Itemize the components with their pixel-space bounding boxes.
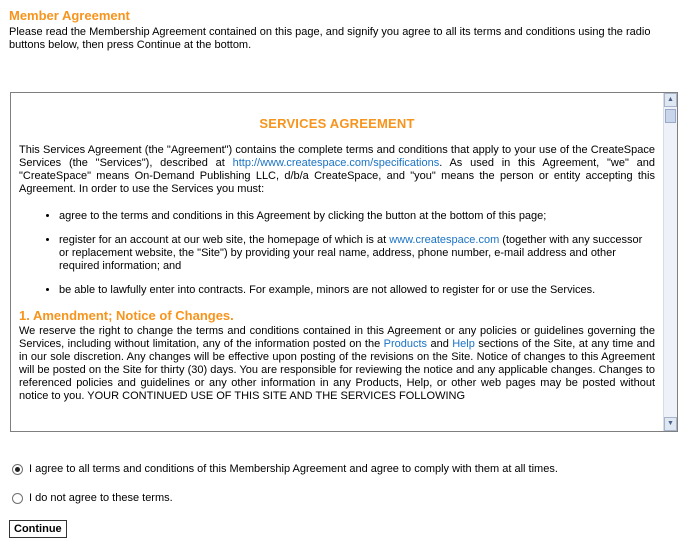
agree-label[interactable]: I agree to all terms and conditions of this Membership Agreement and agree to comply with them at all times. [29, 463, 558, 475]
agreement-intro-paragraph [19, 144, 655, 196]
section-amendment-text [19, 325, 655, 403]
list-item [59, 210, 655, 223]
list-item-text: agree to the terms and conditions in this Agreement by clicking the button at the bottom of this page; [59, 210, 547, 222]
list-item [59, 234, 655, 273]
createspace-homepage-link[interactable]: www.createspace.com [389, 234, 500, 246]
specifications-link[interactable]: http://www.createspace.com/specifications [232, 157, 440, 169]
help-link[interactable]: Help [452, 338, 475, 350]
agreement-scroll-box[interactable] [10, 92, 678, 432]
scroll-thumb[interactable] [665, 109, 676, 123]
paragraph-text: sections of the Site, at any time and in our sole discretion. Any changes will be effective upon posting of the revisions on the Site. Notice of changes to this Agreement will be posted on the Site for thirty (30) days. You are responsible for reviewing the notice and any applicable changes. Changes to referenced policies and guidelines or any other information in any Products, Help, or other web pages may be posted without notice to you. YOUR CONTINUED USE OF THIS SITE AND THE SERVICES FOLLOWING [19, 338, 655, 402]
disagree-option[interactable] [12, 492, 173, 504]
agree-radio-button[interactable] [12, 464, 23, 475]
paragraph-text: and [427, 338, 453, 350]
products-link[interactable]: Products [383, 338, 428, 350]
disagree-radio-button[interactable] [12, 493, 23, 504]
list-item [59, 284, 655, 297]
scroll-down-arrow-icon[interactable]: ▼ [664, 417, 677, 431]
paragraph-text: This Services Agreement (the "Agreement") contains the complete terms and conditions that apply to your use of the CreateSpace Services (the "Services"), described at [19, 144, 655, 169]
requirements-list [19, 210, 655, 297]
agreement-title: SERVICES AGREEMENT [259, 116, 415, 131]
vertical-scrollbar[interactable] [663, 93, 677, 431]
section-title-amendment: 1. Amendment; Notice of Changes. [19, 308, 234, 323]
continue-button[interactable]: Continue [9, 520, 67, 538]
disagree-label[interactable]: I do not agree to these terms. [29, 492, 173, 504]
list-item-text: be able to lawfully enter into contracts. For example, minors are not allowed to register for or use the Services. [59, 284, 596, 296]
agreement-content [19, 93, 655, 431]
list-item-text: register for an account at our web site, the homepage of which is at [59, 234, 390, 246]
page-title: Member Agreement [9, 8, 130, 23]
intro-text: Please read the Membership Agreement contained on this page, and signify you agree to all its terms and conditions using the radio buttons below, then press Continue at the bottom. [9, 26, 651, 51]
agree-option[interactable] [12, 463, 558, 475]
list-item-text: (together with any successor or replacement website, the "Site") by providing your real name, address, phone number, e-mail address and other required information; and [59, 234, 643, 272]
paragraph-text: . As used in this Agreement, "we" and "CreateSpace" means On-Demand Publishing LLC, d/b/a CreateSpace, and "you" means the person or entity accepting this Agreement. In order to use the Services you must: [19, 157, 655, 195]
paragraph-text: We reserve the right to change the terms and conditions contained in this Agreement or any policies or guidelines governing the Services, including without limitation, any of the information posted on the [19, 325, 655, 350]
scroll-up-arrow-icon[interactable]: ▲ [664, 93, 677, 107]
